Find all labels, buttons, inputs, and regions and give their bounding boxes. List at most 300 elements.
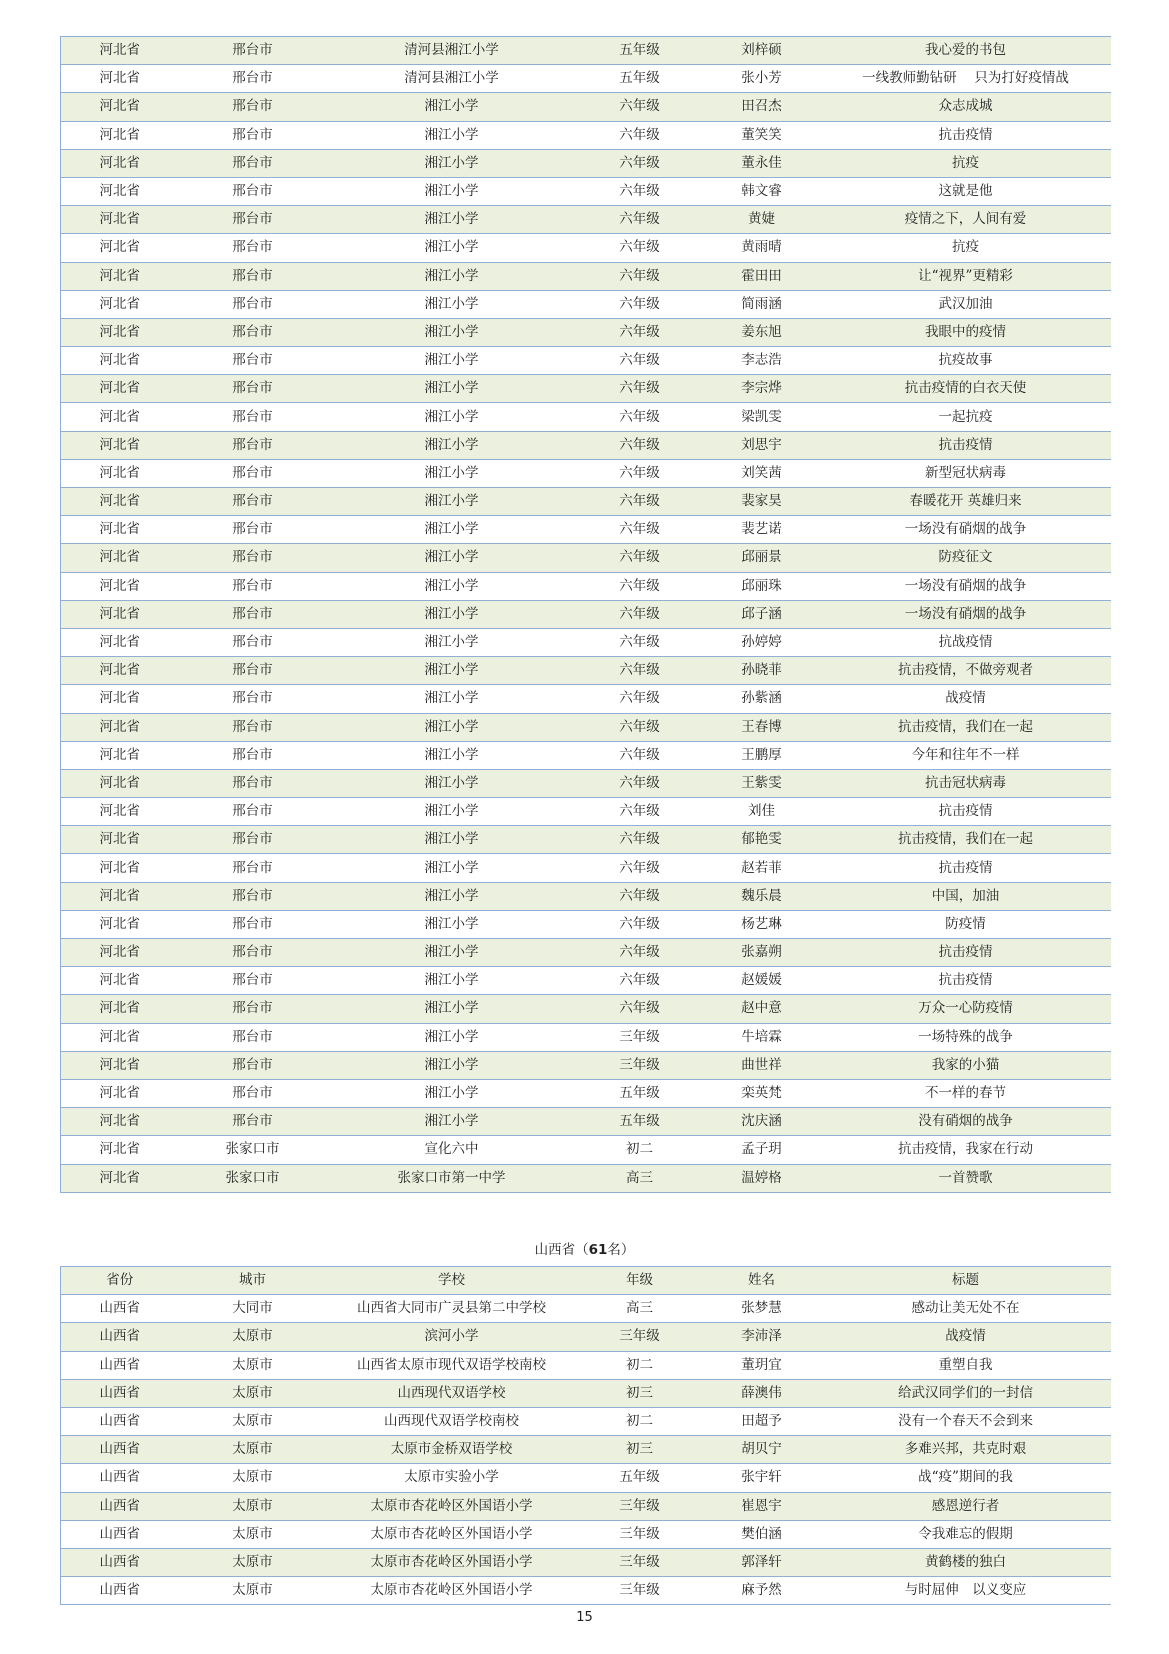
cell-city: 邢台市 [179, 37, 327, 65]
table-row [61, 93, 1111, 121]
table-row [61, 1295, 1111, 1323]
cell-city: 大同市 [179, 1295, 327, 1323]
cell-title: 新型冠状病毒 [821, 459, 1111, 487]
cell-school: 太原市实验小学 [327, 1464, 577, 1492]
table-row [61, 544, 1111, 572]
cell-grade: 初二 [577, 1407, 703, 1435]
cell-grade: 五年级 [577, 37, 703, 65]
cell-title: 抗击疫情，我家在行动 [821, 1136, 1111, 1164]
cell-grade: 初三 [577, 1379, 703, 1407]
cell-title: 让“视界”更精彩 [821, 262, 1111, 290]
cell-name: 董永佳 [703, 149, 821, 177]
table-row [61, 65, 1111, 93]
cell-school: 湘江小学 [327, 121, 577, 149]
cell-title: 疫情之下，人间有爱 [821, 206, 1111, 234]
cell-school: 湘江小学 [327, 685, 577, 713]
cell-name: 崔恩宇 [703, 1492, 821, 1520]
cell-city: 邢台市 [179, 93, 327, 121]
cell-city: 邢台市 [179, 121, 327, 149]
cell-name: 黄婕 [703, 206, 821, 234]
cell-title: 抗击疫情 [821, 121, 1111, 149]
cell-name: 裴家昊 [703, 488, 821, 516]
cell-school: 清河县湘江小学 [327, 37, 577, 65]
cell-school: 湘江小学 [327, 657, 577, 685]
cell-grade: 六年级 [577, 149, 703, 177]
table-row [61, 628, 1111, 656]
cell-title: 令我难忘的假期 [821, 1520, 1111, 1548]
cell-grade: 六年级 [577, 995, 703, 1023]
cell-grade: 初三 [577, 1436, 703, 1464]
cell-title: 我家的小猫 [821, 1051, 1111, 1079]
cell-grade: 三年级 [577, 1023, 703, 1051]
cell-title: 一场没有硝烟的战争 [821, 516, 1111, 544]
cell-school: 湘江小学 [327, 431, 577, 459]
cell-school: 湘江小学 [327, 882, 577, 910]
cell-city: 邢台市 [179, 375, 327, 403]
cell-city: 邢台市 [179, 769, 327, 797]
cell-city: 邢台市 [179, 1051, 327, 1079]
cell-province: 河北省 [61, 685, 179, 713]
cell-title: 抗击疫情，我们在一起 [821, 826, 1111, 854]
cell-province: 河北省 [61, 459, 179, 487]
cell-grade: 六年级 [577, 685, 703, 713]
cell-name: 刘梓硕 [703, 37, 821, 65]
table-row [61, 516, 1111, 544]
cell-name: 董笑笑 [703, 121, 821, 149]
cell-school: 张家口市第一中学 [327, 1164, 577, 1192]
cell-grade: 六年级 [577, 910, 703, 938]
cell-name: 郭泽轩 [703, 1548, 821, 1576]
cell-grade: 三年级 [577, 1051, 703, 1079]
cell-title: 给武汉同学们的一封信 [821, 1379, 1111, 1407]
cell-city: 邢台市 [179, 939, 327, 967]
cell-title: 我眼中的疫情 [821, 318, 1111, 346]
cell-grade: 六年级 [577, 177, 703, 205]
cell-title: 一场没有硝烟的战争 [821, 572, 1111, 600]
cell-name: 张嘉朔 [703, 939, 821, 967]
cell-title: 黄鹤楼的独白 [821, 1548, 1111, 1576]
cell-province: 河北省 [61, 375, 179, 403]
cell-name: 李宗烨 [703, 375, 821, 403]
table-row [61, 1351, 1111, 1379]
cell-province: 河北省 [61, 121, 179, 149]
cell-title: 武汉加油 [821, 290, 1111, 318]
cell-province: 山西省 [61, 1295, 179, 1323]
cell-title: 没有硝烟的战争 [821, 1108, 1111, 1136]
table-row [61, 1407, 1111, 1435]
cell-school: 湘江小学 [327, 826, 577, 854]
table-row [61, 375, 1111, 403]
header-title: 标题 [821, 1267, 1111, 1295]
cell-grade: 六年级 [577, 93, 703, 121]
section-count: 61 [588, 1242, 608, 1258]
cell-title: 没有一个春天不会到来 [821, 1407, 1111, 1435]
table-row [61, 967, 1111, 995]
table-row [61, 149, 1111, 177]
cell-province: 河北省 [61, 431, 179, 459]
cell-province: 河北省 [61, 488, 179, 516]
cell-school: 湘江小学 [327, 1108, 577, 1136]
cell-province: 河北省 [61, 1023, 179, 1051]
cell-city: 太原市 [179, 1577, 327, 1605]
cell-grade: 六年级 [577, 318, 703, 346]
cell-name: 刘笑茜 [703, 459, 821, 487]
table-row [61, 1108, 1111, 1136]
shanxi-award-table [60, 1266, 1111, 1605]
cell-name: 李志浩 [703, 347, 821, 375]
cell-title: 抗疫 [821, 149, 1111, 177]
table-row [61, 1379, 1111, 1407]
table-row [61, 206, 1111, 234]
cell-city: 邢台市 [179, 262, 327, 290]
cell-province: 河北省 [61, 967, 179, 995]
cell-school: 湘江小学 [327, 177, 577, 205]
cell-city: 邢台市 [179, 318, 327, 346]
cell-name: 董玥宜 [703, 1351, 821, 1379]
cell-grade: 六年级 [577, 121, 703, 149]
cell-title: 抗击疫情，不做旁观者 [821, 657, 1111, 685]
cell-grade: 六年级 [577, 234, 703, 262]
cell-city: 邢台市 [179, 234, 327, 262]
table-row [61, 1051, 1111, 1079]
cell-city: 邢台市 [179, 403, 327, 431]
cell-school: 湘江小学 [327, 741, 577, 769]
cell-name: 王紫雯 [703, 769, 821, 797]
cell-name: 刘佳 [703, 798, 821, 826]
cell-school: 湘江小学 [327, 1051, 577, 1079]
cell-title: 战疫情 [821, 685, 1111, 713]
cell-title: 战“疫”期间的我 [821, 1464, 1111, 1492]
cell-school: 山西省太原市现代双语学校南校 [327, 1351, 577, 1379]
cell-grade: 六年级 [577, 262, 703, 290]
cell-title: 抗疫故事 [821, 347, 1111, 375]
cell-name: 魏乐晨 [703, 882, 821, 910]
cell-name: 李沛泽 [703, 1323, 821, 1351]
cell-name: 樊伯涵 [703, 1520, 821, 1548]
cell-city: 邢台市 [179, 1108, 327, 1136]
cell-province: 河北省 [61, 1079, 179, 1107]
cell-name: 杨艺琳 [703, 910, 821, 938]
table-row [61, 1577, 1111, 1605]
cell-city: 邢台市 [179, 177, 327, 205]
cell-school: 山西现代双语学校南校 [327, 1407, 577, 1435]
cell-grade: 六年级 [577, 347, 703, 375]
cell-name: 裴艺诺 [703, 516, 821, 544]
cell-province: 河北省 [61, 854, 179, 882]
table-row [61, 995, 1111, 1023]
table-row [61, 177, 1111, 205]
cell-school: 湘江小学 [327, 628, 577, 656]
cell-name: 曲世祥 [703, 1051, 821, 1079]
cell-city: 张家口市 [179, 1136, 327, 1164]
table-row [61, 1136, 1111, 1164]
cell-school: 湘江小学 [327, 544, 577, 572]
cell-province: 河北省 [61, 1051, 179, 1079]
cell-grade: 六年级 [577, 488, 703, 516]
cell-school: 太原市杏花岭区外国语小学 [327, 1492, 577, 1520]
header-province: 省份 [61, 1267, 179, 1295]
cell-name: 邱丽景 [703, 544, 821, 572]
cell-title: 今年和往年不一样 [821, 741, 1111, 769]
cell-province: 河北省 [61, 882, 179, 910]
cell-title: 万众一心防疫情 [821, 995, 1111, 1023]
cell-title: 一线教师勤钻研 只为打好疫情战 [821, 65, 1111, 93]
cell-name: 胡贝宁 [703, 1436, 821, 1464]
cell-name: 田召杰 [703, 93, 821, 121]
cell-school: 湘江小学 [327, 149, 577, 177]
cell-province: 山西省 [61, 1379, 179, 1407]
table-row [61, 600, 1111, 628]
cell-city: 邢台市 [179, 149, 327, 177]
cell-school: 太原市杏花岭区外国语小学 [327, 1548, 577, 1576]
hebei-award-table [60, 36, 1111, 1193]
cell-city: 邢台市 [179, 628, 327, 656]
cell-name: 田超予 [703, 1407, 821, 1435]
cell-grade: 三年级 [577, 1577, 703, 1605]
table-row [61, 290, 1111, 318]
cell-grade: 六年级 [577, 375, 703, 403]
cell-title: 一首赞歌 [821, 1164, 1111, 1192]
cell-city: 张家口市 [179, 1164, 327, 1192]
cell-grade: 三年级 [577, 1323, 703, 1351]
cell-province: 河北省 [61, 318, 179, 346]
cell-school: 湘江小学 [327, 262, 577, 290]
table-row [61, 572, 1111, 600]
cell-city: 太原市 [179, 1464, 327, 1492]
table-row [61, 431, 1111, 459]
cell-city: 邢台市 [179, 882, 327, 910]
cell-school: 湘江小学 [327, 516, 577, 544]
cell-city: 邢台市 [179, 657, 327, 685]
table-row [61, 347, 1111, 375]
cell-city: 太原市 [179, 1323, 327, 1351]
cell-name: 刘思宇 [703, 431, 821, 459]
cell-title: 抗击疫情 [821, 967, 1111, 995]
cell-name: 栾英梵 [703, 1079, 821, 1107]
table-row [61, 488, 1111, 516]
cell-city: 邢台市 [179, 910, 327, 938]
table-row [61, 798, 1111, 826]
cell-grade: 六年级 [577, 882, 703, 910]
table-row [61, 1492, 1111, 1520]
cell-province: 山西省 [61, 1464, 179, 1492]
cell-city: 太原市 [179, 1492, 327, 1520]
cell-school: 湘江小学 [327, 995, 577, 1023]
cell-grade: 六年级 [577, 741, 703, 769]
table-row [61, 657, 1111, 685]
cell-school: 湘江小学 [327, 93, 577, 121]
cell-grade: 三年级 [577, 1548, 703, 1576]
cell-grade: 六年级 [577, 939, 703, 967]
cell-title: 抗击冠状病毒 [821, 769, 1111, 797]
table-row [61, 769, 1111, 797]
cell-title: 抗击疫情 [821, 939, 1111, 967]
table-row [61, 910, 1111, 938]
cell-province: 山西省 [61, 1520, 179, 1548]
cell-province: 河北省 [61, 206, 179, 234]
header-grade: 年级 [577, 1267, 703, 1295]
cell-title: 抗战疫情 [821, 628, 1111, 656]
cell-province: 河北省 [61, 939, 179, 967]
cell-city: 太原市 [179, 1548, 327, 1576]
cell-name: 郁艳雯 [703, 826, 821, 854]
cell-school: 湘江小学 [327, 798, 577, 826]
cell-name: 孟子玥 [703, 1136, 821, 1164]
cell-grade: 六年级 [577, 572, 703, 600]
cell-province: 河北省 [61, 234, 179, 262]
cell-title: 抗击疫情 [821, 854, 1111, 882]
cell-province: 河北省 [61, 1108, 179, 1136]
table-row [61, 741, 1111, 769]
cell-name: 王鹏厚 [703, 741, 821, 769]
cell-school: 清河县湘江小学 [327, 65, 577, 93]
table-row [61, 37, 1111, 65]
header-school: 学校 [327, 1267, 577, 1295]
table-row [61, 459, 1111, 487]
cell-city: 邢台市 [179, 1023, 327, 1051]
header-name: 姓名 [703, 1267, 821, 1295]
cell-school: 湘江小学 [327, 910, 577, 938]
cell-grade: 六年级 [577, 769, 703, 797]
section-title-suffix: 名） [607, 1242, 635, 1258]
cell-title: 抗击疫情 [821, 431, 1111, 459]
table-row [61, 262, 1111, 290]
cell-title: 不一样的春节 [821, 1079, 1111, 1107]
cell-province: 河北省 [61, 713, 179, 741]
cell-province: 河北省 [61, 1136, 179, 1164]
cell-name: 张宇轩 [703, 1464, 821, 1492]
cell-grade: 初二 [577, 1136, 703, 1164]
cell-grade: 初二 [577, 1351, 703, 1379]
cell-title: 众志成城 [821, 93, 1111, 121]
cell-school: 湘江小学 [327, 769, 577, 797]
cell-grade: 六年级 [577, 206, 703, 234]
cell-province: 山西省 [61, 1323, 179, 1351]
cell-school: 湘江小学 [327, 290, 577, 318]
cell-province: 河北省 [61, 544, 179, 572]
page-number: 15 [576, 1610, 593, 1625]
cell-title: 与时屈伸 以义变应 [821, 1577, 1111, 1605]
cell-city: 邢台市 [179, 741, 327, 769]
table-row [61, 234, 1111, 262]
cell-name: 张小芳 [703, 65, 821, 93]
cell-province: 河北省 [61, 403, 179, 431]
table-row [61, 826, 1111, 854]
cell-grade: 六年级 [577, 798, 703, 826]
cell-title: 防疫征文 [821, 544, 1111, 572]
table-row [61, 403, 1111, 431]
table-row [61, 318, 1111, 346]
table-row [61, 1079, 1111, 1107]
cell-title: 多难兴邦，共克时艰 [821, 1436, 1111, 1464]
cell-province: 河北省 [61, 262, 179, 290]
section-title-shanxi [0, 1238, 1169, 1262]
cell-grade: 六年级 [577, 459, 703, 487]
table-row [61, 882, 1111, 910]
cell-school: 湘江小学 [327, 488, 577, 516]
cell-grade: 六年级 [577, 516, 703, 544]
table-row [61, 121, 1111, 149]
cell-province: 山西省 [61, 1351, 179, 1379]
table-row [61, 1464, 1111, 1492]
cell-school: 太原市杏花岭区外国语小学 [327, 1520, 577, 1548]
cell-city: 太原市 [179, 1379, 327, 1407]
cell-grade: 五年级 [577, 1464, 703, 1492]
table-row [61, 1548, 1111, 1576]
cell-school: 湘江小学 [327, 375, 577, 403]
cell-title: 一起抗疫 [821, 403, 1111, 431]
cell-name: 牛培霖 [703, 1023, 821, 1051]
cell-grade: 六年级 [577, 600, 703, 628]
cell-city: 邢台市 [179, 798, 327, 826]
cell-grade: 三年级 [577, 1492, 703, 1520]
cell-province: 河北省 [61, 65, 179, 93]
cell-grade: 六年级 [577, 967, 703, 995]
cell-name: 霍田田 [703, 262, 821, 290]
cell-province: 河北省 [61, 347, 179, 375]
cell-grade: 高三 [577, 1295, 703, 1323]
cell-province: 河北省 [61, 177, 179, 205]
cell-school: 湘江小学 [327, 572, 577, 600]
cell-province: 山西省 [61, 1577, 179, 1605]
cell-city: 邢台市 [179, 826, 327, 854]
cell-city: 太原市 [179, 1436, 327, 1464]
cell-grade: 三年级 [577, 1520, 703, 1548]
cell-title: 战疫情 [821, 1323, 1111, 1351]
cell-city: 邢台市 [179, 347, 327, 375]
cell-title: 春暖花开 英雄归来 [821, 488, 1111, 516]
cell-title: 防疫情 [821, 910, 1111, 938]
cell-province: 河北省 [61, 290, 179, 318]
cell-city: 邢台市 [179, 713, 327, 741]
cell-school: 湘江小学 [327, 234, 577, 262]
cell-city: 邢台市 [179, 854, 327, 882]
cell-city: 邢台市 [179, 995, 327, 1023]
cell-city: 太原市 [179, 1351, 327, 1379]
cell-school: 湘江小学 [327, 967, 577, 995]
cell-province: 河北省 [61, 826, 179, 854]
cell-grade: 五年级 [577, 1079, 703, 1107]
cell-province: 河北省 [61, 37, 179, 65]
cell-title: 这就是他 [821, 177, 1111, 205]
cell-city: 邢台市 [179, 431, 327, 459]
cell-grade: 五年级 [577, 1108, 703, 1136]
cell-province: 山西省 [61, 1407, 179, 1435]
cell-grade: 高三 [577, 1164, 703, 1192]
cell-grade: 五年级 [577, 65, 703, 93]
cell-school: 湘江小学 [327, 713, 577, 741]
table-row [61, 1520, 1111, 1548]
cell-title: 重塑自我 [821, 1351, 1111, 1379]
cell-name: 赵媛媛 [703, 967, 821, 995]
cell-city: 邢台市 [179, 459, 327, 487]
table-row [61, 713, 1111, 741]
cell-grade: 六年级 [577, 431, 703, 459]
cell-name: 邱丽珠 [703, 572, 821, 600]
table-row [61, 1323, 1111, 1351]
cell-name: 沈庆涵 [703, 1108, 821, 1136]
table-row [61, 1164, 1111, 1192]
cell-name: 赵若菲 [703, 854, 821, 882]
cell-title: 抗击疫情的白衣天使 [821, 375, 1111, 403]
cell-province: 河北省 [61, 741, 179, 769]
cell-city: 邢台市 [179, 206, 327, 234]
cell-school: 湘江小学 [327, 854, 577, 882]
cell-grade: 六年级 [577, 657, 703, 685]
cell-school: 太原市杏花岭区外国语小学 [327, 1577, 577, 1605]
cell-province: 河北省 [61, 572, 179, 600]
cell-name: 梁凯雯 [703, 403, 821, 431]
